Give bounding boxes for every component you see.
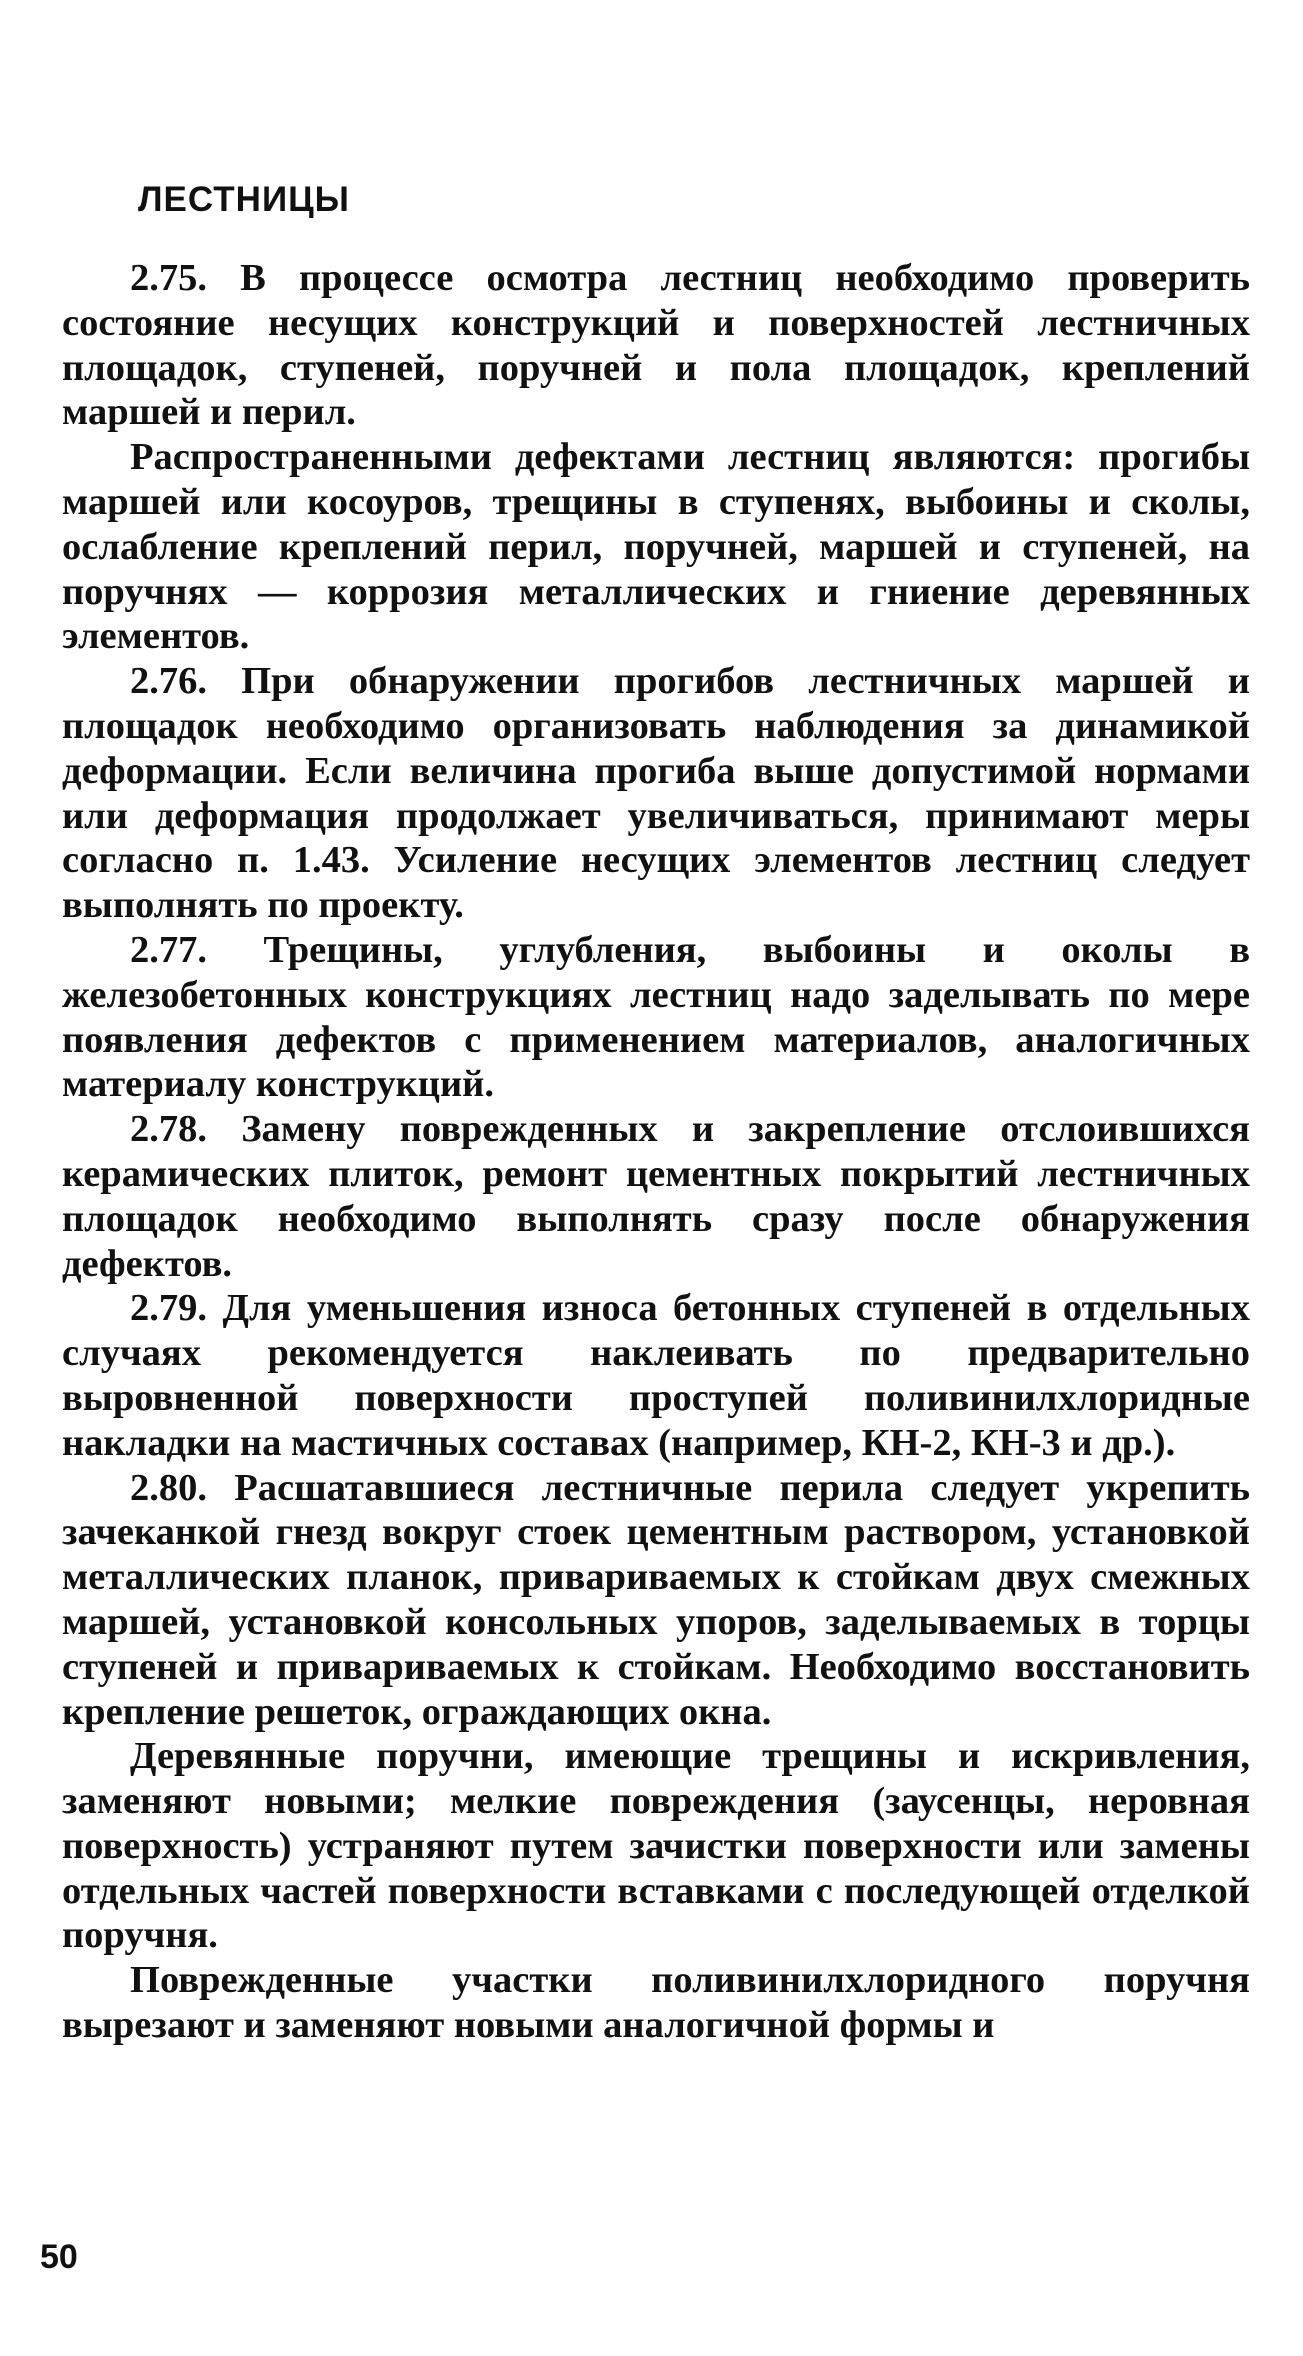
- paragraph-2-78: [62, 1107, 1250, 1286]
- paragraph-text: В процессе осмотра лестниц необходимо проверить состояние несущих конструкций и поверхностей лестничных площадок, ступеней, поручней и пола площадок, креплений маршей и перил.: [62, 257, 1250, 434]
- paragraph-text: Для уменьшения износа бетонных ступеней в отдельных случаях рекомендуется наклеивать по предварительно выровненной поверхности проступей поливинилхлоридные накладки на мастичных составах (например, КН-2, КН-3 и др.).: [62, 1287, 1250, 1464]
- paragraph-number: 2.80.: [130, 1466, 207, 1509]
- paragraph-2-77: [62, 928, 1250, 1107]
- section-heading: ЛЕСТНИЦЫ: [138, 180, 350, 219]
- paragraph-2-76: [62, 659, 1250, 928]
- page-number: 50: [40, 2238, 78, 2276]
- paragraph-text: Расшатавшиеся лестничные перила следует укрепить зачеканкой гнезд вокруг стоек цементным раствором, установкой металлических планок, привариваемых к стойкам двух смежных маршей, установкой консольных упоров, заделываемых в торцы ступеней и привариваемых к стойкам. Необходимо восстановить крепление решеток, ограждающих окна.: [62, 1466, 1250, 1733]
- paragraph-defects: [62, 435, 1250, 659]
- paragraph-number: 2.77.: [130, 928, 207, 971]
- paragraph-text: При обнаружении прогибов лестничных маршей и площадок необходимо организовать наблюдения за динамикой деформации. Если величина прогиба выше допустимой нормами или деформация продолжает увеличиваться, принимают меры согласно п. 1.43. Усиление несущих элементов лестниц следует выполнять по проекту.: [62, 660, 1250, 927]
- paragraph-number: 2.76.: [130, 660, 207, 703]
- page-body: [62, 178, 1250, 2048]
- paragraph-text: Поврежденные участки поливинилхлоридного поручня вырезают и заменяют новыми аналогичной формы и: [62, 1959, 1250, 2047]
- paragraph-number: 2.78.: [130, 1108, 207, 1151]
- paragraph-2-79: [62, 1286, 1250, 1465]
- paragraph-2-80: [62, 1466, 1250, 1735]
- paragraph-2-75: [62, 256, 1250, 435]
- paragraph-number: 2.75.: [130, 257, 207, 299]
- paragraph-text: Замену поврежденных и закрепление отслоившихся керамических плиток, ремонт цементных покрытий лестничных площадок необходимо выполнять сразу после обнаружения дефектов.: [62, 1108, 1250, 1285]
- paragraph-text: Деревянные поручни, имеющие трещины и искривления, заменяют новыми; мелкие повреждения (заусенцы, неровная поверхность) устраняют путем зачистки поверхности или замены отдельных частей поверхности вставками с последующей отделкой поручня.: [62, 1735, 1250, 1957]
- paragraph-number: 2.79.: [130, 1287, 207, 1330]
- paragraph-text: Распространенными дефектами лестниц являются: прогибы маршей или косоуров, трещины в ступенях, выбоины и сколы, ослабление креплений перил, поручней, маршей и ступеней, на поручнях — коррозия металлических и гниение деревянных элементов.: [62, 436, 1250, 658]
- paragraph-text: Трещины, углубления, выбоины и околы в железобетонных конструкциях лестниц надо заделывать по мере появления дефектов с применением материалов, аналогичных материалу конструкций.: [62, 928, 1250, 1106]
- paragraph-pvc-handrails: [62, 1958, 1250, 2048]
- paragraph-wooden-handrails: [62, 1734, 1250, 1958]
